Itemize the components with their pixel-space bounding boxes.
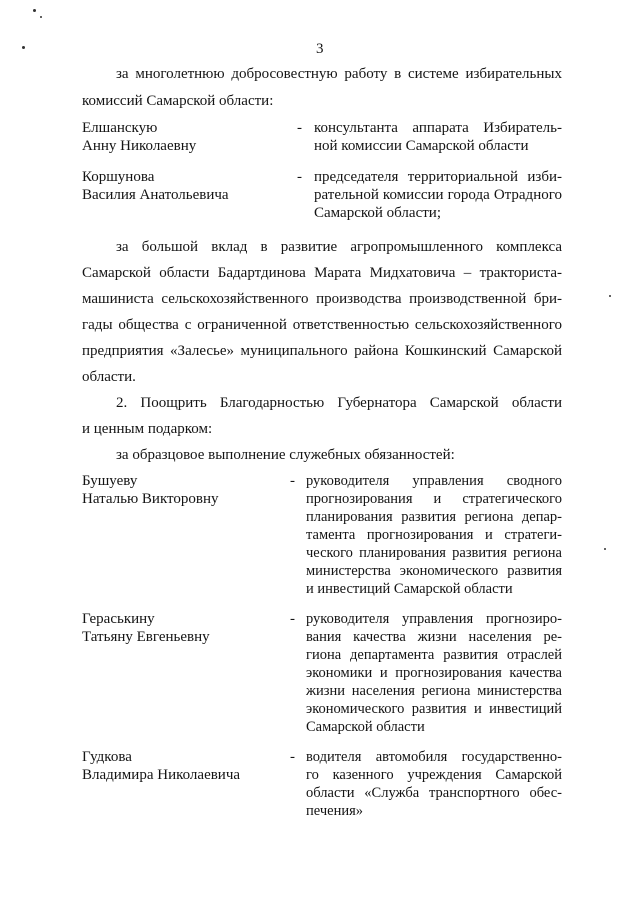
position-line: гиона департамента развития отраслей	[306, 647, 562, 663]
position-line: печения»	[306, 803, 364, 819]
person-name: Гудкова	[82, 749, 132, 765]
position-line: руководителя управления сводного	[306, 473, 562, 489]
position-line: рательной комиссии города Отрадного	[314, 187, 562, 203]
scan-speck	[33, 9, 36, 12]
point-2-line: 2. Поощрить Благодарностью Губернатора Самарской области	[116, 395, 562, 411]
award-paragraph-line: предприятия «Залесье» муниципального района Кошкинский Самарской	[82, 343, 562, 359]
list-dash: -	[297, 169, 302, 185]
position-line: руководителя управления прогнозиро-	[306, 611, 562, 627]
scan-speck	[22, 46, 25, 49]
position-line: экономики и прогнозирования качества	[306, 665, 562, 681]
person-name: Наталью Викторовну	[82, 491, 219, 507]
position-line: водителя автомобиля государственно-	[306, 749, 562, 765]
list-dash: -	[290, 473, 295, 489]
person-name: Анну Николаевну	[82, 138, 197, 154]
position-line: министерства экономического развития	[306, 563, 562, 579]
position-line: го казенного учреждения Самарской	[306, 767, 562, 783]
position-line: Самарской области;	[314, 205, 441, 221]
position-line: ческого планирования развития региона	[306, 545, 562, 561]
scan-speck	[604, 548, 606, 550]
position-line: планирования развития региона депар-	[306, 509, 562, 525]
position-line: жизни населения региона министерства	[306, 683, 562, 699]
award-paragraph-line: за большой вклад в развитие агропромышленного комплекса	[116, 239, 562, 255]
award-paragraph-line: области.	[82, 369, 136, 385]
page-number: 3	[316, 41, 324, 57]
person-name: Елшанскую	[82, 120, 158, 136]
person-name: Владимира Николаевича	[82, 767, 241, 783]
award-paragraph-line: Самарской области Бадартдинова Марата Мидхатовича – тракториста-	[82, 265, 562, 281]
position-line: и инвестиций Самарской области	[306, 581, 513, 597]
person-name: Коршунова	[82, 169, 155, 185]
position-line: области «Служба транспортного обес-	[306, 785, 562, 801]
service-line: за образцовое выполнение служебных обязанностей:	[116, 447, 455, 463]
position-line: Самарской области	[306, 719, 425, 735]
position-line: прогнозирования и стратегического	[306, 491, 562, 507]
person-name: Гераськину	[82, 611, 155, 627]
position-line: вания качества жизни населения ре-	[306, 629, 562, 645]
scan-speck	[609, 295, 611, 297]
position-line: председателя территориальной изби-	[314, 169, 562, 185]
position-line: экономического развития и инвестиций	[306, 701, 562, 717]
point-2-line: и ценным подарком:	[82, 421, 213, 437]
scan-speck	[40, 16, 42, 18]
position-line: тамента прогнозирования и стратеги-	[306, 527, 562, 543]
position-line: консультанта аппарата Избиратель-	[314, 120, 562, 136]
list-dash: -	[290, 611, 295, 627]
list-dash: -	[297, 120, 302, 136]
position-line: ной комиссии Самарской области	[314, 138, 529, 154]
award-paragraph-line: машиниста сельскохозяйственного производства производственной бри-	[82, 291, 562, 307]
person-name: Бушуеву	[82, 473, 138, 489]
person-name: Татьяну Евгеньевну	[82, 629, 210, 645]
intro-line: комиссий Самарской области:	[82, 93, 274, 109]
award-paragraph-line: гады общества с ограниченной ответственностью сельскохозяйственного	[82, 317, 562, 333]
person-name: Василия Анатольевича	[82, 187, 229, 203]
intro-line: за многолетнюю добросовестную работу в системе избирательных	[116, 66, 562, 82]
list-dash: -	[290, 749, 295, 765]
